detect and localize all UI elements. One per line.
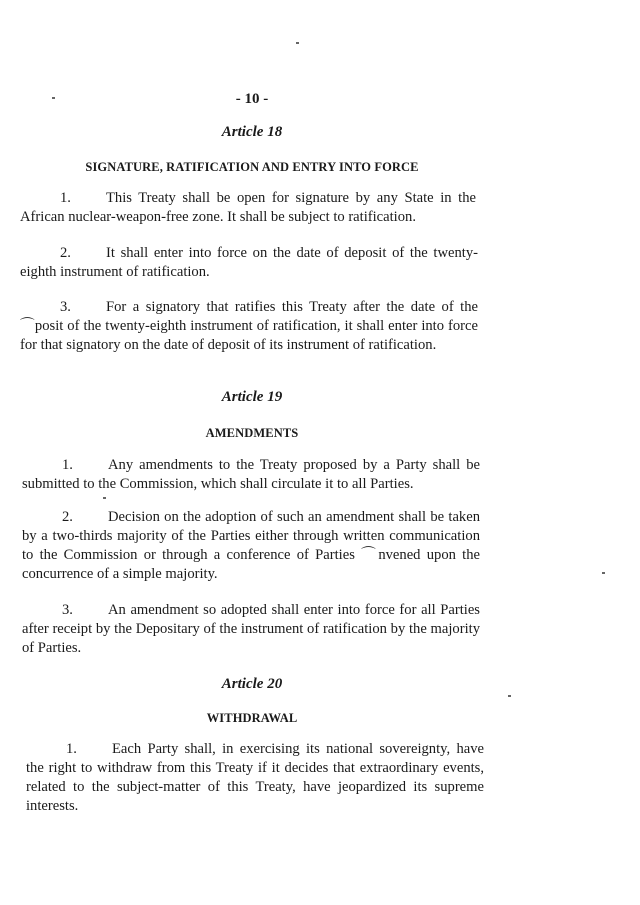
paragraph-text: An amendment so adopted shall enter into force for all Parties after receipt by the Depositary of the instrument of ratification by the majority of Parties. (22, 602, 480, 656)
paragraph (20, 189, 476, 227)
paragraph-text: This Treaty shall be open for signature by any State in the African nuclear-weapon-free zone. It shall be subject to ratification. (20, 190, 476, 225)
article-heading: SIGNATURE, RATIFICATION AND ENTRY INTO FORCE (85, 160, 419, 174)
paragraph-number: 3. (62, 602, 73, 618)
article-title: Article 20 (221, 676, 283, 692)
paragraph-text: Each Party shall, in exercising its national sovereignty, have the right to withdraw from this Treaty if it decides that extraordinary events, related to the subject-matter of this Treaty, have jeopardized its supreme interests. (26, 741, 484, 814)
paragraph (22, 601, 480, 658)
paragraph-number: 2. (62, 509, 73, 525)
article-title: Article 18 (221, 124, 283, 140)
paragraph-text: Any amendments to the Treaty proposed by a Party shall be submitted to the Commission, which shall circulate it to all Parties. (22, 457, 480, 492)
scan-speck (508, 695, 511, 697)
paragraph (26, 740, 484, 816)
scan-speck (103, 497, 106, 499)
paragraph-text: Decision on the adoption of such an amendment shall be taken by a two-thirds majority of the Parties either through written communication to the Commission or through a conference of Parties ⌒nvened upon the concurrence of a simple majority. (22, 509, 480, 582)
paragraph-number: 1. (62, 457, 73, 473)
paragraph-number: 2. (60, 245, 71, 261)
scan-speck (602, 572, 605, 574)
article-heading: WITHDRAWAL (206, 711, 298, 725)
article-title: Article 19 (221, 389, 283, 405)
article-heading: AMENDMENTS (205, 426, 299, 440)
paragraph-number: 3. (60, 299, 71, 315)
paragraph-number: 1. (60, 190, 71, 206)
paragraph-number: 1. (66, 741, 77, 757)
paragraph (20, 298, 478, 355)
scan-speck (296, 42, 299, 44)
page-number: - 10 - (235, 91, 269, 107)
paragraph-text: For a signatory that ratifies this Treaty after the date of the ⌒posit of the twenty-eighth instrument of ratification, it shall enter into force for that signatory on the date of deposit of its instrument of ratification. (20, 299, 478, 353)
paragraph (20, 244, 478, 282)
paragraph-text: It shall enter into force on the date of deposit of the twenty-eighth instrument of ratification. (20, 245, 478, 280)
paragraph (22, 508, 480, 584)
paragraph (22, 456, 480, 494)
